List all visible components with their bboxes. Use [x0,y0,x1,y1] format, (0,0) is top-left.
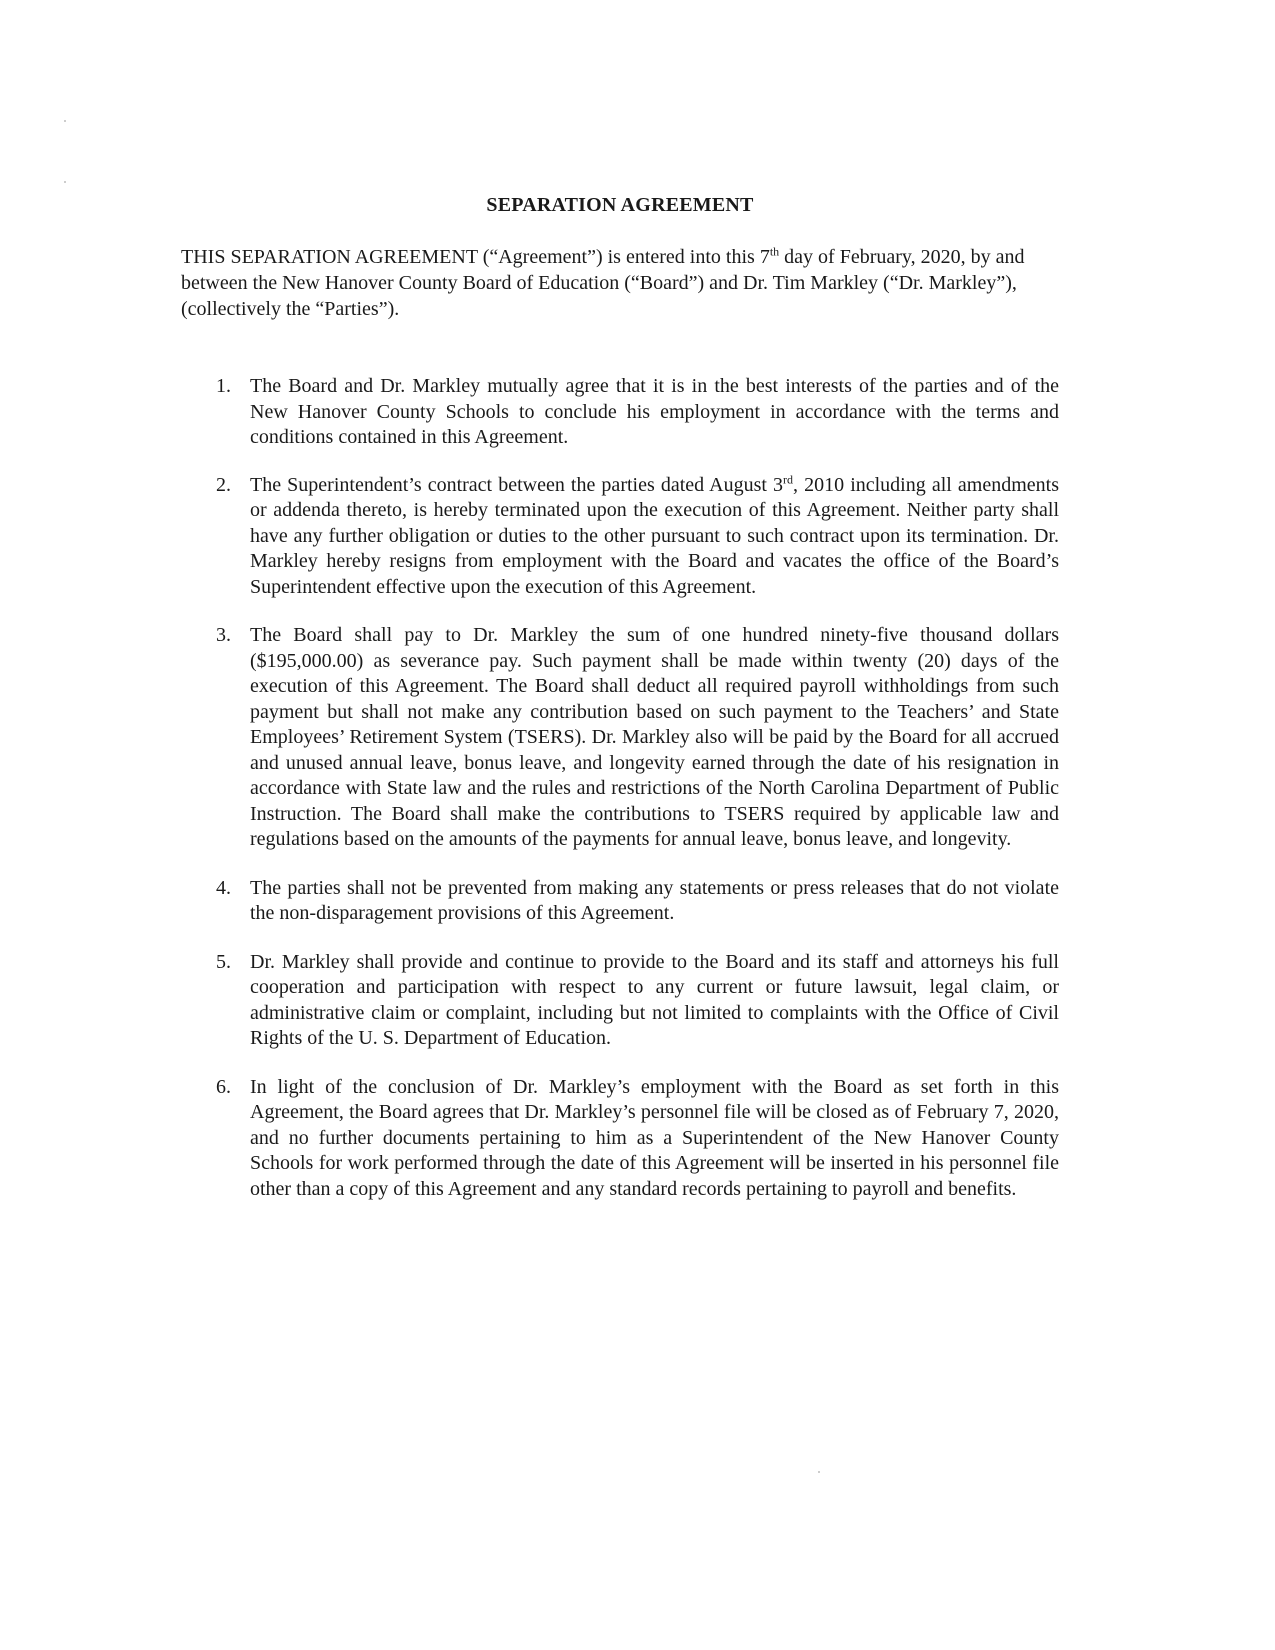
item-text-end: , 2010 including all amendments or addenda thereto, is hereby terminated upon the execution of this Agreement. Neither party shall have any further obligation or duties to the other pursuant to such contract upon its termination. Dr. Markley hereby resigns from employment with the Board and vacates the office of the Board’s Superintendent effective upon the execution of this Agreement. [250,473,1059,598]
item-text: The parties shall not be prevented from making any statements or press releases that do not violate the non-disparagement provisions of this Agreement. [250,876,1059,924]
item-text: Dr. Markley shall provide and continue to provide to the Board and its staff and attorneys his full cooperation and participation with respect to any current or future lawsuit, legal claim, or administrative claim or complaint, including but not limited to complaints with the Office of Civil Rights of the U. S. Department of Education. [250,950,1059,1049]
list-item [204,950,1059,1052]
intro-text-end: day of February, 2020, by and between the New Hanover County Board of Education (“Board”) and Dr. Tim Markley (“Dr. Markley”), (collectively the “Parties”). [181,246,1025,320]
item-text-start: The Superintendent’s contract between the parties dated August 3 [250,473,784,496]
item-text [250,473,1059,601]
item-text: In light of the conclusion of Dr. Markley’s employment with the Board as set forth in this Agreement, the Board agrees that Dr. Markley’s personnel file will be closed as of February 7, 2020, and no further documents pertaining to him as a Superintendent of the New Hanover County Schools for work performed through the date of this Agreement will be inserted in his personnel file other than a copy of this Agreement and any standard records pertaining to payroll and benefits. [250,1075,1059,1200]
intro-text-start: THIS SEPARATION AGREEMENT (“Agreement”) is entered into this 7 [181,246,770,268]
item-ordinal-suffix: rd [783,471,794,486]
agreement-terms-list [204,374,1059,1202]
item-text: The Board shall pay to Dr. Markley the sum of one hundred ninety-five thousand dollars ($195,000.00) as severance pay. Such payment shall be made within twenty (20) days of the execution of this Agreement. The Board shall deduct all required payroll withholdings from such payment but shall not make any contribution based on such payment to the Teachers’ and State Employees’ Retirement System (TSERS). Dr. Markley also will be paid by the Board for all accrued and unused annual leave, bonus leave, and longevity earned through the date of his resignation in accordance with State law and the rules and restrictions of the North Carolina Department of Public Instruction. The Board shall make the contributions to TSERS required by applicable law and regulations based on the amounts of the payments for annual leave, bonus leave, and longevity. [250,624,1059,850]
item-number: 6. [216,1075,231,1098]
intro-paragraph [181,244,1051,322]
list-item [204,876,1059,927]
intro-ordinal-suffix: th [769,244,780,259]
document-title: SEPARATION AGREEMENT [486,194,754,216]
item-number: 1. [216,375,231,397]
item-number: 4. [216,876,231,899]
list-item [204,473,1059,601]
list-item [204,374,1059,451]
list-item [204,1075,1059,1203]
item-text: The Board and Dr. Markley mutually agree that it is in the best interests of the parties and of the New Hanover County Schools to conclude his employment in accordance with the terms and conditions contained in this Agreement. [250,375,1059,448]
item-number: 2. [216,473,231,496]
item-number: 5. [216,950,231,973]
scan-speck [64,181,66,183]
scan-speck [818,1471,820,1473]
list-item [204,623,1059,853]
scan-speck [64,120,66,122]
item-number: 3. [216,624,231,646]
